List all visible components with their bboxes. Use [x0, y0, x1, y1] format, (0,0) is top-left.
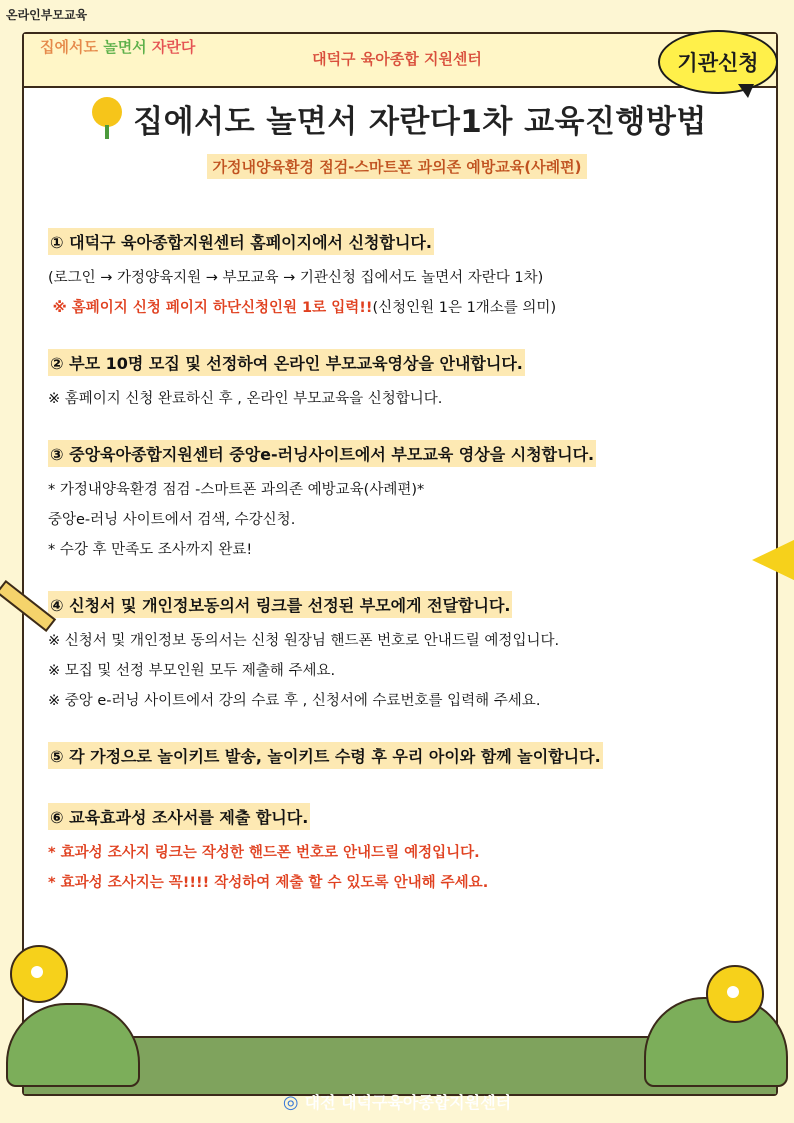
footer: [0, 1090, 794, 1113]
step-heading: ③ 중앙육아종합지원센터 중앙e-러닝사이트에서 부모교육 영상을 시청합니다.: [48, 440, 596, 467]
notice-detail: (신청인원 1은 1개소를 의미): [372, 300, 557, 316]
step-heading: ④ 신청서 및 개인정보동의서 링크를 선정된 부모에게 전달합니다.: [48, 591, 512, 618]
step-line: ※ 홈페이지 신청 완료하신 후 , 온라인 부모교육을 신청합니다.: [48, 391, 443, 407]
steps-body: [48, 228, 738, 924]
corner-tag: 온라인부모교육: [6, 8, 88, 22]
logo-part-2: 놀면서: [103, 38, 147, 56]
step-heading: ⑤ 각 가정으로 놀이키트 발송, 놀이키트 수령 후 우리 아이와 함께 놀이합니다.: [48, 742, 603, 769]
step-2: [48, 349, 738, 414]
step-line: * 효과성 조사지는 꼭!!!! 작성하여 제출 할 수 있도록 안내해 주세요.: [48, 875, 489, 891]
step-line: * 효과성 조사지 링크는 작성한 핸드폰 번호로 안내드릴 예정입니다.: [48, 845, 480, 861]
step-4: [48, 591, 738, 716]
page-subtitle: 가정내양육환경 점검-스마트폰 과의존 예방교육(사례편): [207, 154, 588, 179]
paper-plane-decoration: [752, 538, 794, 582]
step-3: [48, 440, 738, 565]
step-1: [48, 228, 738, 323]
step-5: [48, 742, 738, 777]
step-line: * 가정내양육환경 점검 -스마트폰 과의존 예방교육(사례편)*: [48, 482, 425, 498]
flower-left-decoration: [10, 945, 68, 1003]
step-line: ※ 모집 및 선정 부모인원 모두 제출해 주세요.: [48, 663, 336, 679]
center-logo-icon: ◎: [282, 1092, 299, 1113]
footer-label: 대전 대덕구육아종합지원센터: [304, 1093, 512, 1112]
page-title: 집에서도 놀면서 자란다1차 교육진행방법: [133, 104, 707, 140]
step-line: ※ 신청서 및 개인정보 동의서는 신청 원장님 핸드폰 번호로 안내드릴 예정입니다.: [48, 633, 560, 649]
step-heading: ⑥ 교육효과성 조사서를 제출 합니다.: [48, 803, 310, 830]
center-name: 대덕구 육아종합 지원센터: [312, 50, 482, 68]
logo-part-1: 집에서도: [40, 38, 98, 56]
step-6: [48, 803, 738, 898]
flower-icon: [87, 97, 127, 141]
step-heading: ② 부모 10명 모집 및 선정하여 온라인 부모교육영상을 안내합니다.: [48, 349, 525, 376]
logo-part-3: 자란다: [151, 38, 196, 56]
step-line: [48, 293, 738, 323]
title-row: [40, 96, 754, 141]
step-heading: ① 대덕구 육아종합지원센터 홈페이지에서 신청합니다.: [48, 228, 434, 255]
step-line: ※ 중앙 e-러닝 사이트에서 강의 수료 후 , 신청서에 수료번호를 입력해 주세요.: [48, 693, 541, 709]
step-line: * 수강 후 만족도 조사까지 완료!: [48, 542, 253, 558]
flower-right-decoration: [706, 965, 764, 1023]
step-line: (로그인 → 가정양육지원 → 부모교육 → 기관신청 집에서도 놀면서 자란다 1차): [48, 270, 544, 286]
notice-red: ※ 홈페이지 신청 페이지 하단신청인원 1로 입력!!: [52, 300, 373, 316]
application-badge: 기관신청: [658, 30, 778, 94]
step-line: 중앙e-러닝 사이트에서 검색, 수강신청.: [48, 512, 296, 528]
